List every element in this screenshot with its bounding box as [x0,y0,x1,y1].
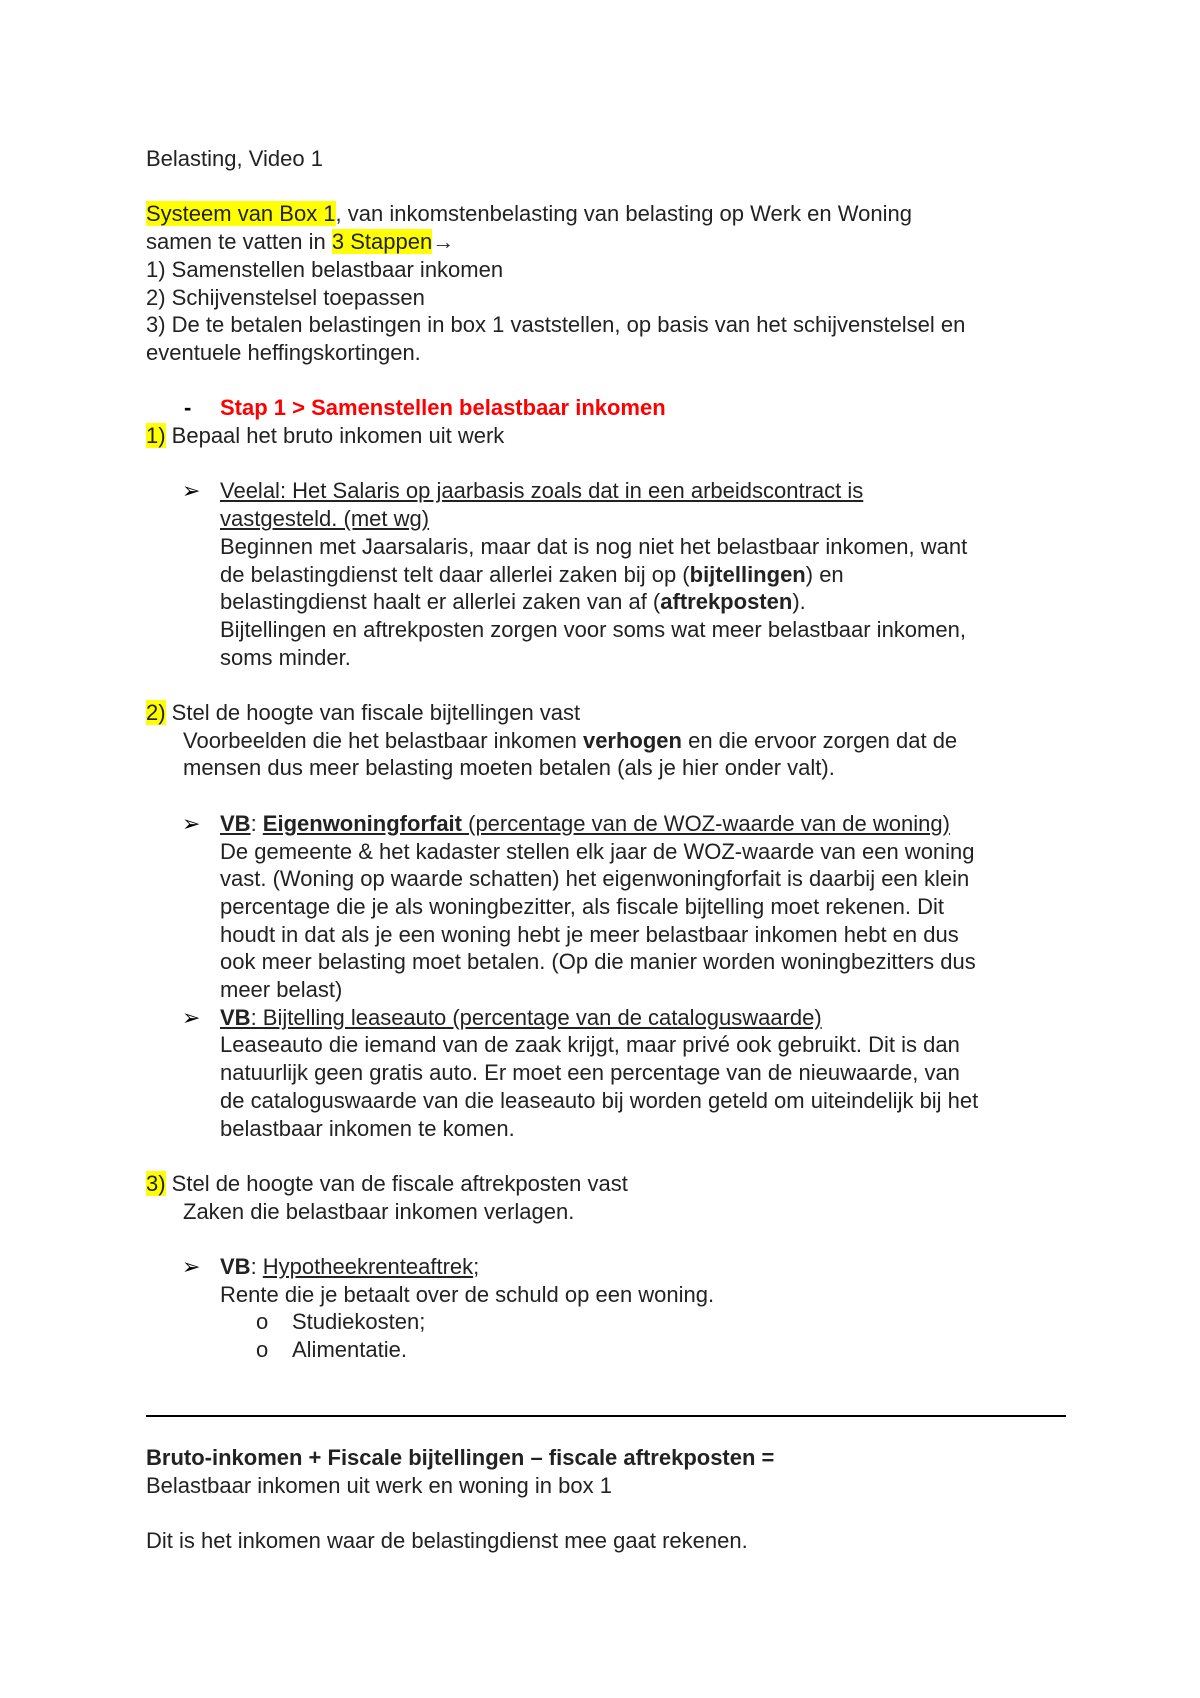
intro-line-2: samen te vatten in 3 Stappen→ [146,229,455,255]
stap1-heading-row [146,394,1066,422]
summary-note: Dit is het inkomen waar de belastingdienst mee gaat rekenen. [146,1528,748,1554]
summary-section [146,1444,1066,1555]
bullet-eigenwoningforfait: ➢ VB: Eigenwoningforfait (percentage van de WOZ-waarde van de woning) [182,810,950,836]
stap2-item: 2) Stel de hoogte van fiscale bijtellingen vast [146,700,581,725]
arrow-bullet-icon: ➢ [182,1254,201,1280]
summary-result: Belastbaar inkomen uit werk en woning in box 1 [146,1472,612,1498]
arrow-bullet-icon: ➢ [182,810,201,836]
bullet-salaris: ➢ Veelal: Het Salaris op jaarbasis zoals dat in een arbeidscontract is [182,478,864,504]
highlight-systeem: Systeem van Box 1 [146,201,336,227]
intro-step: eventuele heffingskortingen. [146,339,421,365]
arrow-bullet-icon: ➢ [182,1004,201,1030]
dash-bullet: - [184,395,192,421]
term-bijtellingen: bijtellingen [689,561,806,587]
circle-bullet-icon: o [256,1337,269,1363]
document-title: Belasting, Video 1 [146,146,323,171]
intro-step: 3) De te betalen belastingen in box 1 vaststellen, op basis van het schijvenstelsel en [146,312,966,338]
highlight-stappen: 3 Stappen [331,229,433,255]
intro-line-1: Systeem van Box 1, van inkomstenbelasting van belasting op Werk en Woning [146,201,912,227]
list-item: o Alimentatie. [256,1337,407,1363]
stap3-item: 3) Stel de hoogte van de fiscale aftrekposten vast [146,1170,628,1196]
intro-step: 2) Schijvenstelsel toepassen [146,284,425,310]
term-verhogen: verhogen [582,727,682,753]
bullet-leaseauto: ➢ VB: Bijtelling leaseauto (percentage van de cataloguswaarde) [182,1004,822,1030]
circle-bullet-icon: o [256,1309,269,1335]
num-3: 3) [146,1170,166,1196]
arrow-right-icon: → [432,229,455,255]
bullet-hypotheekrenteaftrek: ➢ VB: Hypotheekrenteaftrek; [182,1254,480,1280]
num-1: 1) [146,423,166,448]
stap1-heading: Stap 1 > Samenstellen belastbaar inkomen [220,395,666,421]
num-2: 2) [146,700,166,725]
stap1-item: 1) Bepaal het bruto inkomen uit werk [146,423,505,448]
horizontal-rule [146,1415,1066,1417]
document-body: Belasting, Video 1 Systeem van Box 1, van inkomstenbelasting van belasting op Werk en Woning samen te vatten in 3 Stappen→ 1) Samenstellen belastbaar inkomen 2) Schijvenstelsel toepassen 3) De te betalen belastingen in box 1 vaststellen, op basis van het schijvenstelsel en eventuele heffingskortingen. - Stap 1 > Samenstellen belastbaar inkomen 1) Bepaal het bruto inkomen uit werk ➢ Veelal: Het Salaris op jaarbasis zoals dat in een arbeidscontract is vastgesteld. (met wg) Beginnen met Jaarsalaris, maar dat is nog niet het belastbaar inkomen, want de belastingdienst telt daar allerlei zaken bij op (bijtellingen) en belastingdienst haalt er allerlei zaken van af (aftrekposten). Bijtellingen en aftrekposten zorgen voor soms wat meer belastbaar inkomen, soms minder. 2) Stel de hoogte van fiscale bijtellingen vast Voorbeelden die het belastbaar inkomen verhogen en die ervoor zorgen dat de mensen dus meer belasting moeten betalen (als je hier onder valt). ➢ VB: Eigenwoningforfait (percentage van de WOZ-waarde van de woning) De gemeente & het kadaster stellen elk jaar de WOZ-waarde van een woning vast. (Woning op waarde schatten) het eigenwoningforfait is daarbij een klein percentage die je als woningbezitter, als fiscale bijtelling moet rekenen. Dit houdt in dat als je een woning hebt je meer belastbaar inkomen hebt en dus ook meer belasting moet betalen. (Op die manier worden woningbezitters dus meer belast) ➢ VB: Bijtelling leaseauto (percentage van de cataloguswaarde) Leaseauto die iemand van de zaak krijgt, maar privé ook gebruikt. Dit is dan natuurlijk geen gratis auto. Er moet een percentage van de nieuwaarde, van de cataloguswaarde van die leaseauto bij worden geteld om uiteindelijk bij het belastbaar inkomen te komen. 3) Stel de hoogte van de fiscale aftrekposten vast Zaken die belastbaar inkomen verlagen. ➢ VB: Hypotheekrenteaftrek; Rente die je betaalt over de schuld op een woning. o Studiekosten; o Alimentatie. [146,145,1066,1364]
term-aftrekposten: aftrekposten [660,589,793,615]
summary-formula: Bruto-inkomen + Fiscale bijtellingen – fiscale aftrekposten = [146,1445,775,1470]
intro-step: 1) Samenstellen belastbaar inkomen [146,256,504,282]
arrow-bullet-icon: ➢ [182,478,201,504]
list-item: o Studiekosten; [256,1309,426,1335]
